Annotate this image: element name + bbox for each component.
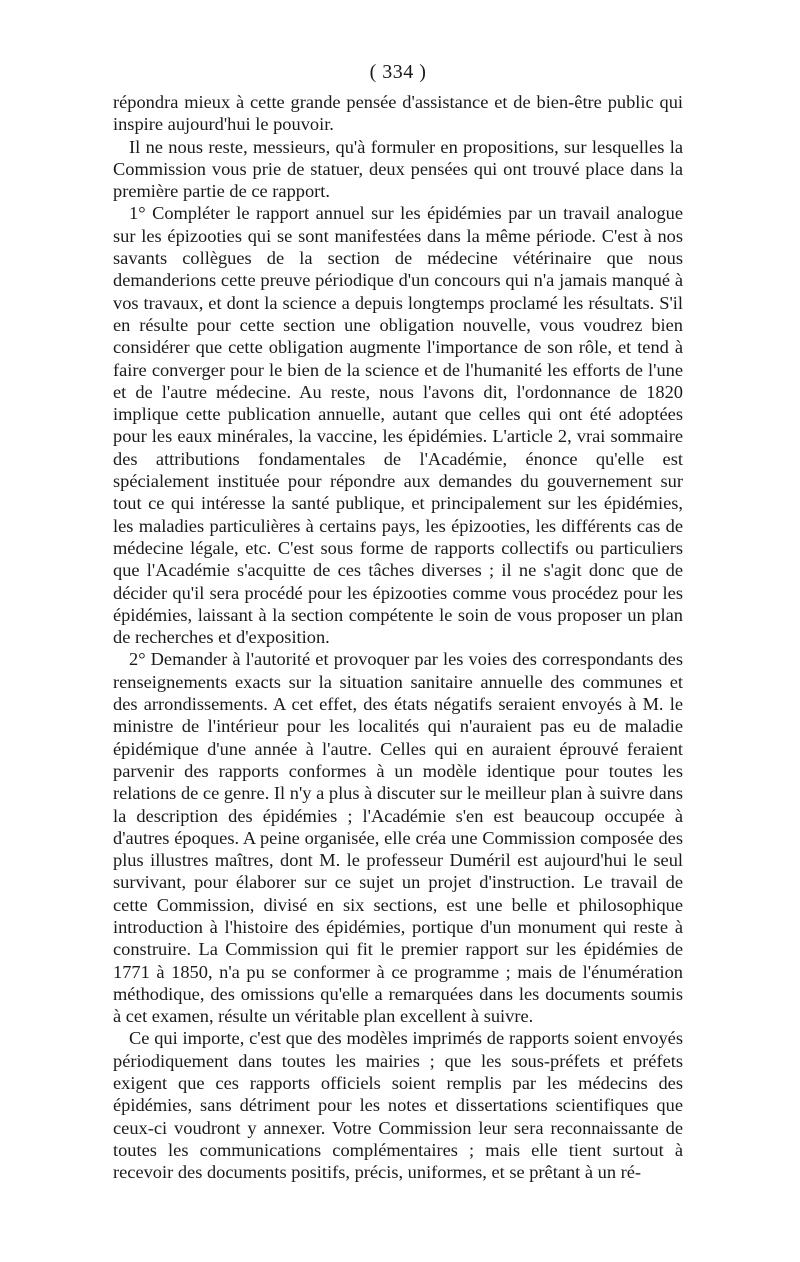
paragraph-model-reports: Ce qui importe, c'est que des modèles imprimés de rapports soient envoyés périodiquement dans toutes les mairies ; que les sous-préfets et préfets exigent que ces rapports officiels soient remplis par les médecins des épidémies, sans détriment pour les notes et dissertations scientifiques que ceux-ci voudront y annexer. Votre Commission leur sera reconnaissante de toutes les communications complémentaires ; mais elle tient surtout à recevoir des documents positifs, précis, uniformes, et se prêtant à un ré-	[113, 1028, 683, 1183]
page-number: ( 334 )	[369, 61, 427, 83]
paragraph-propositions-intro: Il ne nous reste, messieurs, qu'à formuler en propositions, sur lesquelles la Commission vous prie de statuer, deux pensées qui ont trouvé place dans la première partie de ce rapport.	[113, 136, 683, 202]
paragraph-proposition-1: 1° Compléter le rapport annuel sur les épidémies par un travail analogue sur les épizooties qui se sont manifestées dans la même période. C'est à nos savants collègues de la section de médecine vétérinaire que nous demanderions cette preuve périodique d'un concours qui n'a jamais manqué à vos travaux, et dont la science a depuis longtemps proclamé les résultats. S'il en résulte pour cette section une obligation nouvelle, vous voudrez bien considérer que cette obligation augmente l'importance de son rôle, et tend à faire converger pour le bien de la science et de l'humanité les efforts de l'une et de l'autre médecine. Au reste, nous l'avons dit, l'ordonnance de 1820 implique cette publication annuelle, autant que celles qui ont été adoptées pour les eaux minérales, la vaccine, les épidémies. L'article 2, vrai sommaire des attributions fondamentales de l'Académie, énonce qu'elle est spécialement instituée pour répondre aux demandes du gouvernement sur tout ce qui intéresse la santé publique, et principalement sur les épidémies, les maladies particulières à certains pays, les épizooties, les différents cas de médecine légale, etc. C'est sous forme de rapports collectifs ou particuliers que l'Académie s'acquitte de ces tâches diverses ; il ne s'agit donc que de décider qu'il sera procédé pour les épizooties comme vous procédez pour les épidémies, laissant à la section compétente le soin de vous proposer un plan de recherches et d'exposition.	[113, 203, 683, 648]
paragraph-proposition-2: 2° Demander à l'autorité et provoquer par les voies des correspondants des renseignements exacts sur la situation sanitaire annuelle des communes et des arrondissements. A cet effet, des états négatifs seraient envoyés à M. le ministre de l'intérieur pour les localités qui n'auraient pas eu de maladie épidémique d'une année à l'autre. Celles qui en auraient éprouvé feraient parvenir des rapports conformes à un modèle identique pour toutes les relations de ce genre. Il n'y a plus à discuter sur le meilleur plan à suivre dans la description des épidémies ; l'Académie s'en est beaucoup occupée à d'autres époques. A peine organisée, elle créa une Commission composée des plus illustres maîtres, dont M. le professeur Duméril est aujourd'hui le seul survivant, pour élaborer sur ce sujet un projet d'instruction. Le travail de cette Commission, divisé en six sections, est une belle et philosophique introduction à l'histoire des épidémies, portique d'un monument qui reste à construire. La Commission qui fit le premier rapport sur les épidémies de 1771 à 1850, n'a pu se conformer à ce programme ; mais de l'énumération méthodique, des omissions qu'elle a remarquées dans les documents soumis à cet examen, résulte un véritable plan excellent à suivre.	[113, 649, 683, 1027]
book-page	[113, 58, 683, 1184]
paragraph-continuation: répondra mieux à cette grande pensée d'assistance et de bien-être public qui inspire aujourd'hui le pouvoir.	[113, 92, 683, 135]
